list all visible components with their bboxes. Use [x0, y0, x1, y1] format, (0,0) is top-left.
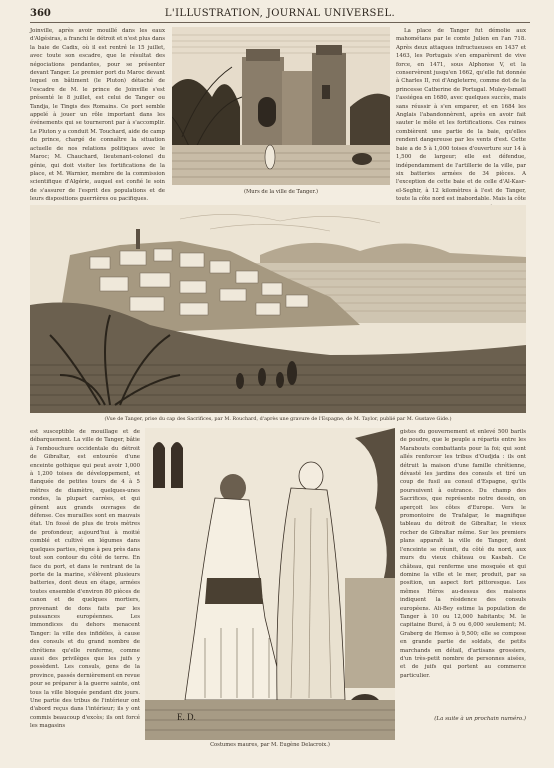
figure-caption-panorama: (Vue de Tanger, prise du cap des Sacrifices, par M. Rouchard, d'après une gravure de l'Espagne, de M. Taylor, publié par M. Gustave Gide.): [104, 416, 452, 422]
journal-title: L'ILLUSTRATION, JOURNAL UNIVERSEL.: [164, 8, 396, 19]
artist-signature: E. D.: [177, 712, 196, 722]
text-column-bottom-left: [30, 428, 140, 728]
moorish-costumes-engraving: [145, 428, 395, 740]
article-paragraph: La place de Tanger fut démolie aux mahométans par le comte Julien en l'an 718. Après deux attaques infructueuses en 1437 et 1463, les Portugais s'en emparèrent de vive force, en 1471, sous Alphonse V, et la conservèrent jusqu'en 1662, qu'elle fut donnée à Charles II, roi d'Angleterre, comme dot de la princesse Catherine de Portugal. Muley-Ismaël l'assiégea en 1680, avec quelques succès, mais sans réussir à s'en emparer, et en 1684 les Anglais l'abandonnèrent, après en avoir fait sauter le môle et les fortifications. Ces ruines combièrent une partie de la baie, qu'elles rendent dangereuse par les vents d'est. Cette baie a de 5 à 1,000 toises d'ouverture sur 14 à 1,500 de largeur; elle est défendue, indépendamment de l'artillerie de la ville, par six batteries armées de 34 pièces. A l'exception de cette baie et de celle d'Al-Kasr-el-Seghir, à 12 kilomètres à l'est de Tanger, toute la côte nord est inabordable. Mais la côte: [396, 28, 526, 203]
article-paragraph: gistes du gouvernement et enlevé 500 barils de poudre, que le peuple a répartis entre les Marabouts combattants pour la foi; qui sont allés renforcer les tribus d'Oudjda : ils ont détruit la maison d'une famille chrétienne, dévasté les jardins des consuls et tiré un coup de fusil au consul d'Espagne, qu'ils poursuivent à outrance. Du champ des Sacrifices, que représente notre dessin, on aperçoit les côtes d'Europe. Vers le promontoire de Trafalgar, le magnifique tableau du détroit de Gibraltar, le vieux rocher de Gibraltar même. Sur les premiers plans apparaît la ville de Tanger, dont l'enceinte se réunit, du côté du nord, aux murs du vieux château ou Kasbah. Ce château, qui renferme une mosquée et qui domine la ville et le mer, produit, par sa position, un aspect fort pittoresque. Les mêmes Héros au-dessus des maisons indiquent la résidence des consuls européens. Ali-Bey estime la population de Tanger à 10 ou 12,000 habitants; M. le capitaine Burel, à 5 ou 6,000 seulement; M. Graberg de Hemso à 9,500; elle se compose en grande partie de soldats, de petits marchands en détail, d'artisans grossiers, d'un très-petit nombre de personnes aisées, et de juifs qui portent au commerce particulier.: [400, 429, 526, 679]
article-paragraph: Joinville, après avoir mouillé dans les eaux d'Algésiras, a franchi le détroit et n'est plus dans la baie de Cadix, où il est rentré le 15 juillet, avec toute son escadre, que le résultat des négociations pendantes, pour se présenter devant Tanger. Le premier port du Maroc devant lequel on bâtiment (le Pluton) détaché de l'escadre de M. le prince de Joinville s'est présenté le 8 juillet, est celui de Tanger ou Tandja, le Tingis des Romains. Ce port semble appelé à jouer un rôle important dans les événements qui se tourneront par à s'accomplir. Le Pluton y a conduit M. Touchard, aide de camp du prince, chargé de connaître la situation actuelle de nos relations politiques avec le Maroc; M. Chauchard, lieutenant-colonel du génie, qui doit visiter les fortifications de la place, et M. Warnier, membre de la commission scientifique d'Algérie, auquel est confié le soin de s'assurer de l'esprit des populations et de leurs dispositions guerrières ou pacifiques.: [30, 28, 165, 203]
figure-caption-costumes: Costumes maures, par M. Eugène Delacroix.): [210, 742, 330, 748]
article-paragraph: est susceptible de mouillage et de débarquement. La ville de Tanger, bâtie à l'embouchure occidentale du détroit de Gibraltar, est entourée d'une enceinte gothique qui peut avoir 1,000 à 1,200 toises de développement, et flanquée de petites tours de 4 à 5 mètres de diamètre, quelques-unes rondes, la plupart carrées, et qui gênent aux grands ouvrages de défense. Ces murailles sont en mauvais état. Un fossé de plus de trois mètres de profondeur, aujourd'hui à moitié comblé et cultivé en légumes dans quelques parties, règne à peu près dans tout son contour du côté de terre. En face du port, et dans le rentrant de la porte de la marine, s'élèvent plusieurs batteries, dont deux en étage, armées toutes ensemble d'environ 80 pièces de canon et de quelques mortiers, provenant de dons faits par les puissances européennes. Les immondices du dehors menacent Tanger: la ville des infidèles, à cause des consuls et du grand nombre de chrétiens qu'elle renferme, comme aussi des privilèges que les juifs y possèdent. Les consuls, gens de la province, passés dernièrement en revue pour se préparer à la guerre sainte, ont tous la ville bloquée pendant dix jours. Une partie des tribus de l'intérieur ont d'abord reçus dans l'intérieur; ils y ont commis beaucoup d'excès; ils ont forcé les magasins: [30, 429, 140, 730]
text-column-top-left: [30, 27, 165, 203]
tangier-panorama-engraving: [30, 205, 526, 413]
figure-caption-walls: (Murs de la ville de Tanger.): [243, 189, 319, 195]
tangier-walls-engraving: [172, 27, 390, 185]
page-header: [30, 8, 530, 23]
text-column-bottom-right: [400, 428, 526, 713]
text-column-top-right: [396, 27, 526, 202]
continuation-note: (La suite à un prochain numéro.): [434, 716, 526, 722]
page-number: 360: [30, 8, 51, 19]
